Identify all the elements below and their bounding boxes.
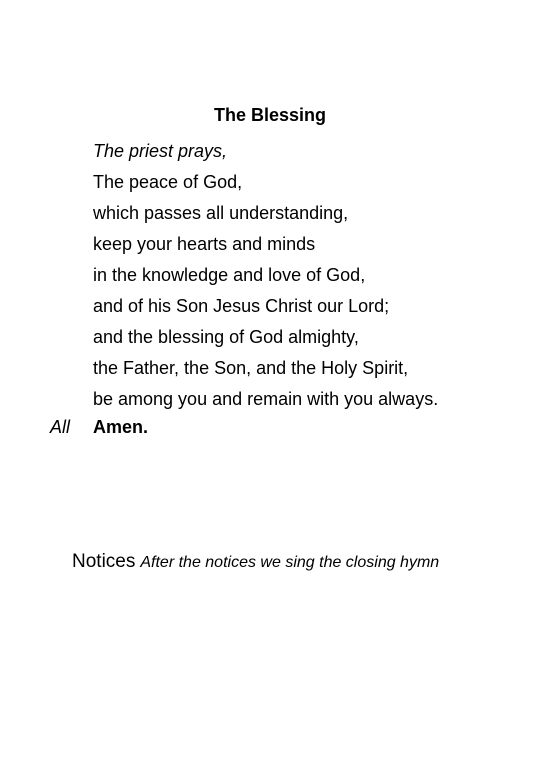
notices-section <box>72 551 439 574</box>
response-text: Amen. <box>93 417 149 437</box>
blessing-line: be among you and remain with you always. <box>93 389 439 409</box>
blessing-line: in the knowledge and love of God, <box>93 265 366 285</box>
blessing-text <box>93 136 533 415</box>
response-speaker: All <box>50 417 71 437</box>
notices-note: After the notices we sing the closing hymn <box>140 554 440 571</box>
blessing-line: which passes all understanding, <box>93 203 349 223</box>
rubric-line: The priest prays, <box>93 141 228 161</box>
notices-heading: Notices <box>72 551 136 572</box>
section-title: The Blessing <box>213 105 327 125</box>
blessing-line: The peace of God, <box>93 172 243 192</box>
blessing-line: and the blessing of God almighty, <box>93 327 359 347</box>
blessing-line: and of his Son Jesus Christ our Lord; <box>93 296 390 316</box>
blessing-line: keep your hearts and minds <box>93 234 316 254</box>
blessing-line: the Father, the Son, and the Holy Spirit, <box>93 358 409 378</box>
